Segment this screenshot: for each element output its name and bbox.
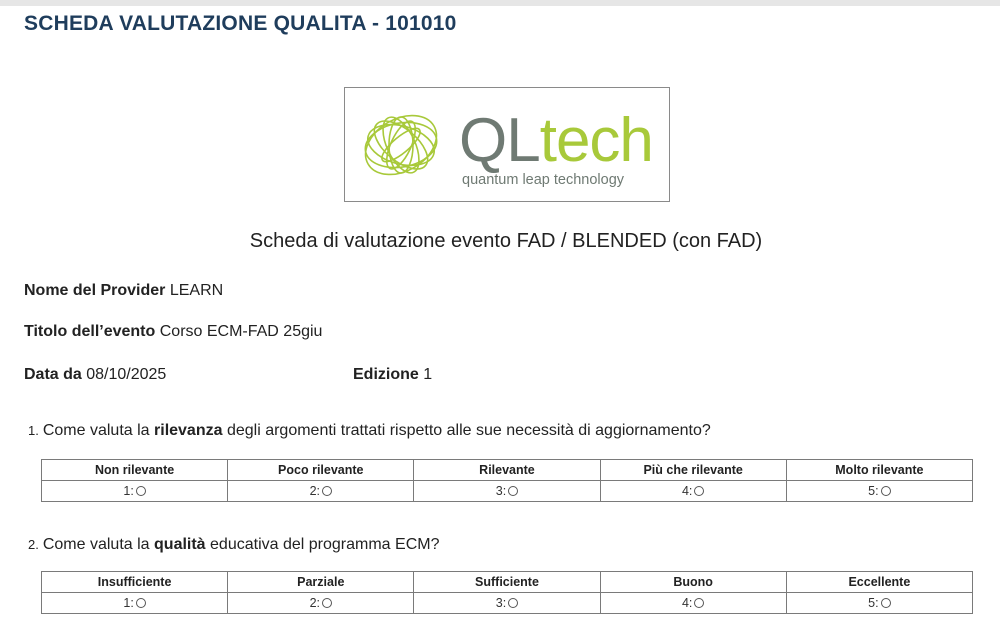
- form-subtitle: Scheda di valutazione evento FAD / BLENDED (con FAD): [249, 230, 763, 252]
- option-header: Rilevante: [414, 460, 600, 481]
- rating-cell[interactable]: 4:: [600, 593, 786, 614]
- rating-cell[interactable]: 4:: [600, 481, 786, 502]
- radio-button[interactable]: [694, 486, 704, 496]
- radio-button[interactable]: [881, 486, 891, 496]
- rating-cell[interactable]: 5:: [786, 481, 972, 502]
- radio-button[interactable]: [508, 598, 518, 608]
- radio-button[interactable]: [322, 598, 332, 608]
- radio-button[interactable]: [322, 486, 332, 496]
- option-header: Poco rilevante: [228, 460, 414, 481]
- question-number: 1.: [28, 423, 39, 438]
- rating-cell[interactable]: 2:: [228, 481, 414, 502]
- date-value: 08/10/2025: [86, 366, 167, 383]
- radio-button[interactable]: [508, 486, 518, 496]
- table-header-row: [42, 460, 973, 481]
- provider-label: Nome del Provider: [24, 282, 166, 299]
- event-title-value: Corso ECM-FAD 25giu: [159, 323, 323, 340]
- provider-field: [24, 282, 223, 300]
- edition-label: Edizione: [353, 366, 419, 383]
- event-title-label: Titolo dell’evento: [24, 323, 156, 340]
- option-header: Molto rilevante: [786, 460, 972, 481]
- event-title-field: [24, 323, 322, 341]
- option-header: Eccellente: [786, 572, 972, 593]
- option-header: Non rilevante: [42, 460, 228, 481]
- provider-value: LEARN: [169, 282, 224, 299]
- table-row: [42, 481, 973, 502]
- option-header: Buono: [600, 572, 786, 593]
- option-header: Sufficiente: [414, 572, 600, 593]
- logo-wordmark: QLtech: [459, 106, 653, 175]
- rating-cell[interactable]: 3:: [414, 593, 600, 614]
- rating-cell[interactable]: 2:: [228, 593, 414, 614]
- rating-table-2: [41, 571, 973, 614]
- edition-value: 1: [423, 366, 433, 383]
- table-header-row: [42, 572, 973, 593]
- option-header: Parziale: [228, 572, 414, 593]
- top-bar: [0, 0, 1000, 6]
- rating-cell[interactable]: 1:: [42, 481, 228, 502]
- date-label: Data da: [24, 366, 82, 383]
- logo-tagline: quantum leap technology: [462, 172, 625, 188]
- radio-button[interactable]: [694, 598, 704, 608]
- question-number: 2.: [28, 537, 39, 552]
- radio-button[interactable]: [136, 486, 146, 496]
- table-row: [42, 593, 973, 614]
- date-field: [24, 366, 166, 384]
- radio-button[interactable]: [881, 598, 891, 608]
- question-1: 1. Come valuta la rilevanza degli argomenti trattati rispetto alle sue necessità di aggiornamento?: [28, 422, 711, 439]
- rating-table-1: [41, 459, 973, 502]
- edition-field: [353, 366, 432, 384]
- rating-cell[interactable]: 5:: [786, 593, 972, 614]
- qltech-logo: [344, 87, 670, 202]
- rating-cell[interactable]: 1:: [42, 593, 228, 614]
- radio-button[interactable]: [136, 598, 146, 608]
- rating-cell[interactable]: 3:: [414, 481, 600, 502]
- option-header: Insufficiente: [42, 572, 228, 593]
- option-header: Più che rilevante: [600, 460, 786, 481]
- page-title: SCHEDA VALUTAZIONE QUALITA - 101010: [24, 12, 457, 35]
- question-2: 2. Come valuta la qualità educativa del programma ECM?: [28, 536, 440, 553]
